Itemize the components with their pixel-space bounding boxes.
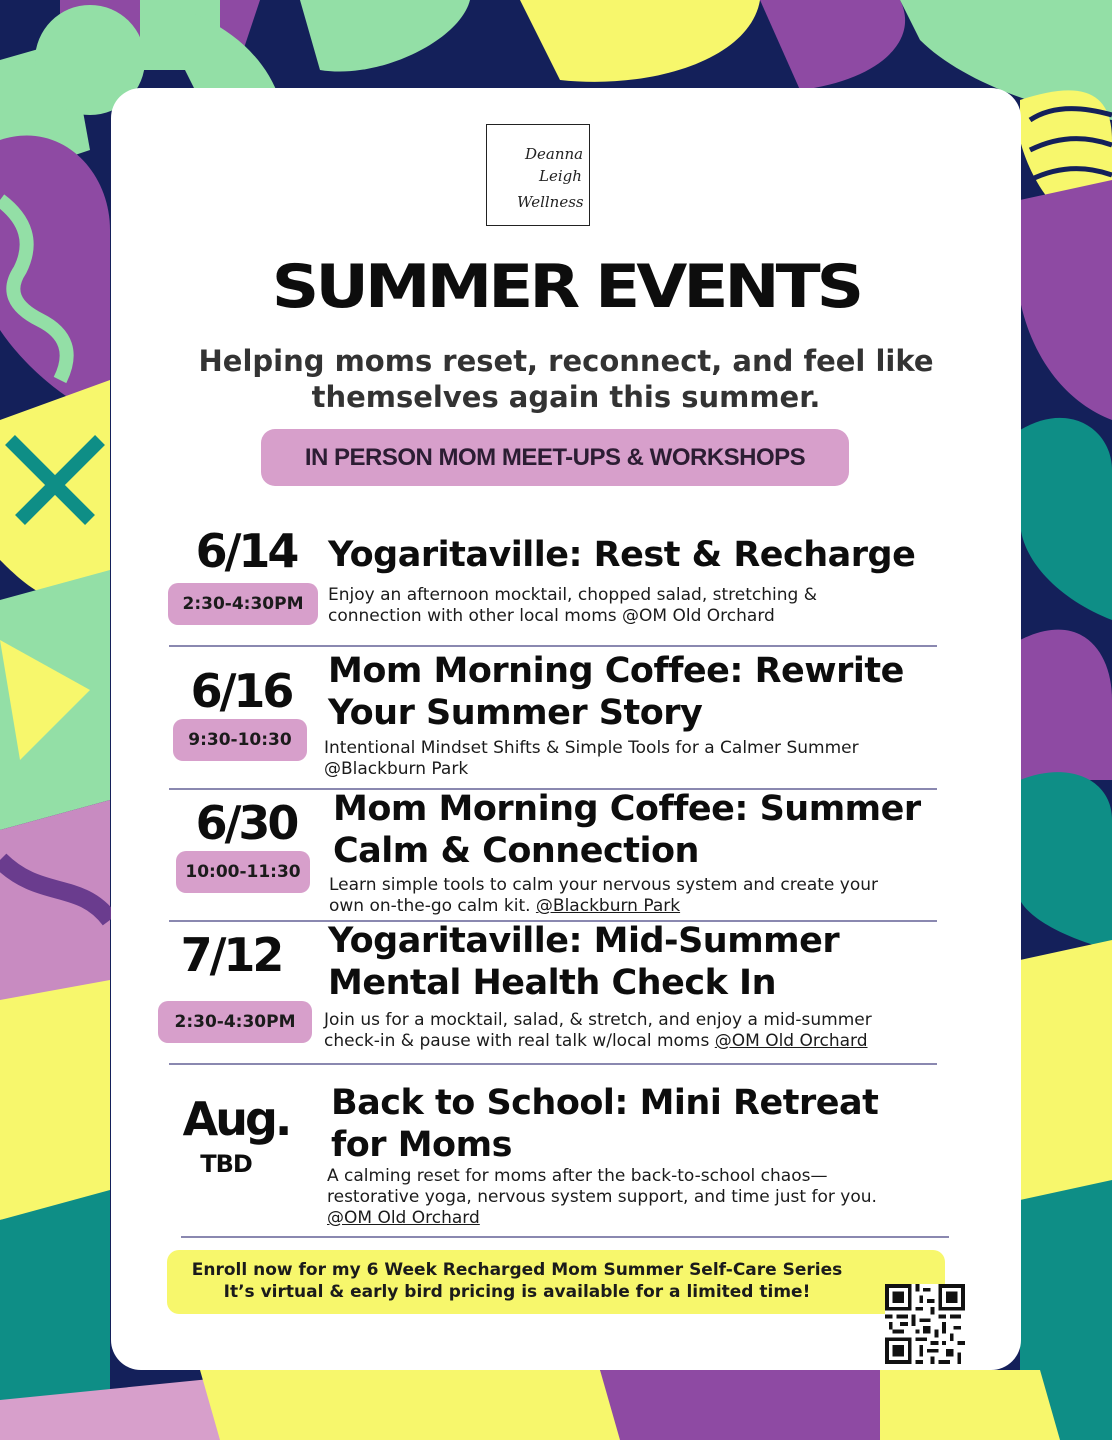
event-time-badge: 2:30-4:30PM	[168, 583, 318, 625]
enroll-text	[167, 1259, 867, 1303]
event-desc-line: Learn simple tools to calm your nervous system and create your	[329, 875, 878, 895]
event-desc-line: own on-the-go calm kit. @Blackburn Park	[329, 896, 681, 916]
event-date: 6/14	[195, 524, 297, 578]
subtitle-line1: Helping moms reset, reconnect, and feel like	[198, 344, 934, 378]
event-title-line: Back to School: Mini Retreat	[331, 1083, 879, 1123]
event-title	[328, 920, 839, 1004]
event-title-line: for Moms	[331, 1125, 512, 1165]
event-description	[329, 875, 878, 917]
logo-mark	[487, 125, 589, 225]
event-desc-line: A calming reset for moms after the back-to-school chaos—	[327, 1166, 828, 1186]
event-description	[328, 585, 817, 627]
event-title-line: Mom Morning Coffee: Summer	[333, 789, 921, 829]
category-banner: IN PERSON MOM MEET-UPS & WORKSHOPS	[261, 429, 849, 486]
event-title	[328, 650, 904, 734]
event-desc-line: Join us for a mocktail, salad, & stretch, and enjoy a mid-summer	[324, 1010, 872, 1030]
event-desc-line: Enjoy an afternoon mocktail, chopped salad, stretching &	[328, 585, 817, 605]
brand-logo	[486, 124, 590, 226]
divider	[181, 1236, 949, 1238]
event-desc-line: connection with other local moms @OM Old Orchard	[328, 606, 775, 626]
event-title	[328, 534, 915, 576]
event-title-line: Calm & Connection	[333, 831, 699, 871]
subtitle-line2: themselves again this summer.	[311, 380, 821, 414]
event-date-sub: TBD	[200, 1150, 252, 1178]
event-desc-line: restorative yoga, nervous system support, and time just for you.	[327, 1187, 877, 1207]
qr-code-icon[interactable]	[885, 1284, 965, 1364]
event-title-line: Yogaritaville: Mid-Summer	[328, 921, 840, 961]
logo-line3: Wellness	[517, 193, 584, 211]
event-title-line: Mental Health Check In	[328, 963, 776, 1003]
subtitle	[151, 343, 981, 415]
event-date: 6/30	[195, 796, 297, 850]
logo-line1: Deanna	[525, 145, 584, 163]
page-title: SUMMER EVENTS	[271, 251, 861, 322]
logo-line2: Leigh	[539, 167, 582, 185]
location-link[interactable]: @OM Old Orchard	[327, 1208, 480, 1228]
event-title	[331, 1082, 878, 1166]
event-time-badge: 2:30-4:30PM	[158, 1001, 312, 1043]
event-description	[324, 738, 859, 780]
event-description	[327, 1166, 877, 1229]
event-desc-line: check-in & pause with real talk w/local moms @OM Old Orchard	[324, 1031, 868, 1051]
event-title	[333, 788, 921, 872]
event-date: Aug.	[182, 1092, 290, 1146]
event-time-badge: 10:00-11:30	[176, 851, 310, 893]
divider	[169, 645, 937, 647]
event-card	[111, 88, 1021, 1370]
event-description	[324, 1010, 872, 1052]
divider	[169, 1063, 937, 1065]
event-desc-line: Intentional Mindset Shifts & Simple Tools for a Calmer Summer	[324, 738, 859, 758]
event-time-badge: 9:30-10:30	[173, 719, 307, 761]
event-desc-line: @Blackburn Park	[324, 759, 469, 779]
event-date: 6/16	[190, 664, 292, 718]
enroll-line: It’s virtual & early bird pricing is available for a limited time!	[223, 1282, 811, 1302]
event-title-line: Your Summer Story	[328, 693, 703, 733]
location-link[interactable]: @Blackburn Park	[535, 896, 681, 916]
event-title-line: Yogaritaville: Rest & Recharge	[328, 535, 916, 575]
enroll-line: Enroll now for my 6 Week Recharged Mom Summer Self-Care Series	[191, 1260, 843, 1280]
event-date: 7/12	[180, 928, 282, 982]
location-link[interactable]: @OM Old Orchard	[714, 1031, 868, 1051]
event-title-line: Mom Morning Coffee: Rewrite	[328, 651, 904, 691]
enroll-banner[interactable]	[167, 1250, 945, 1314]
